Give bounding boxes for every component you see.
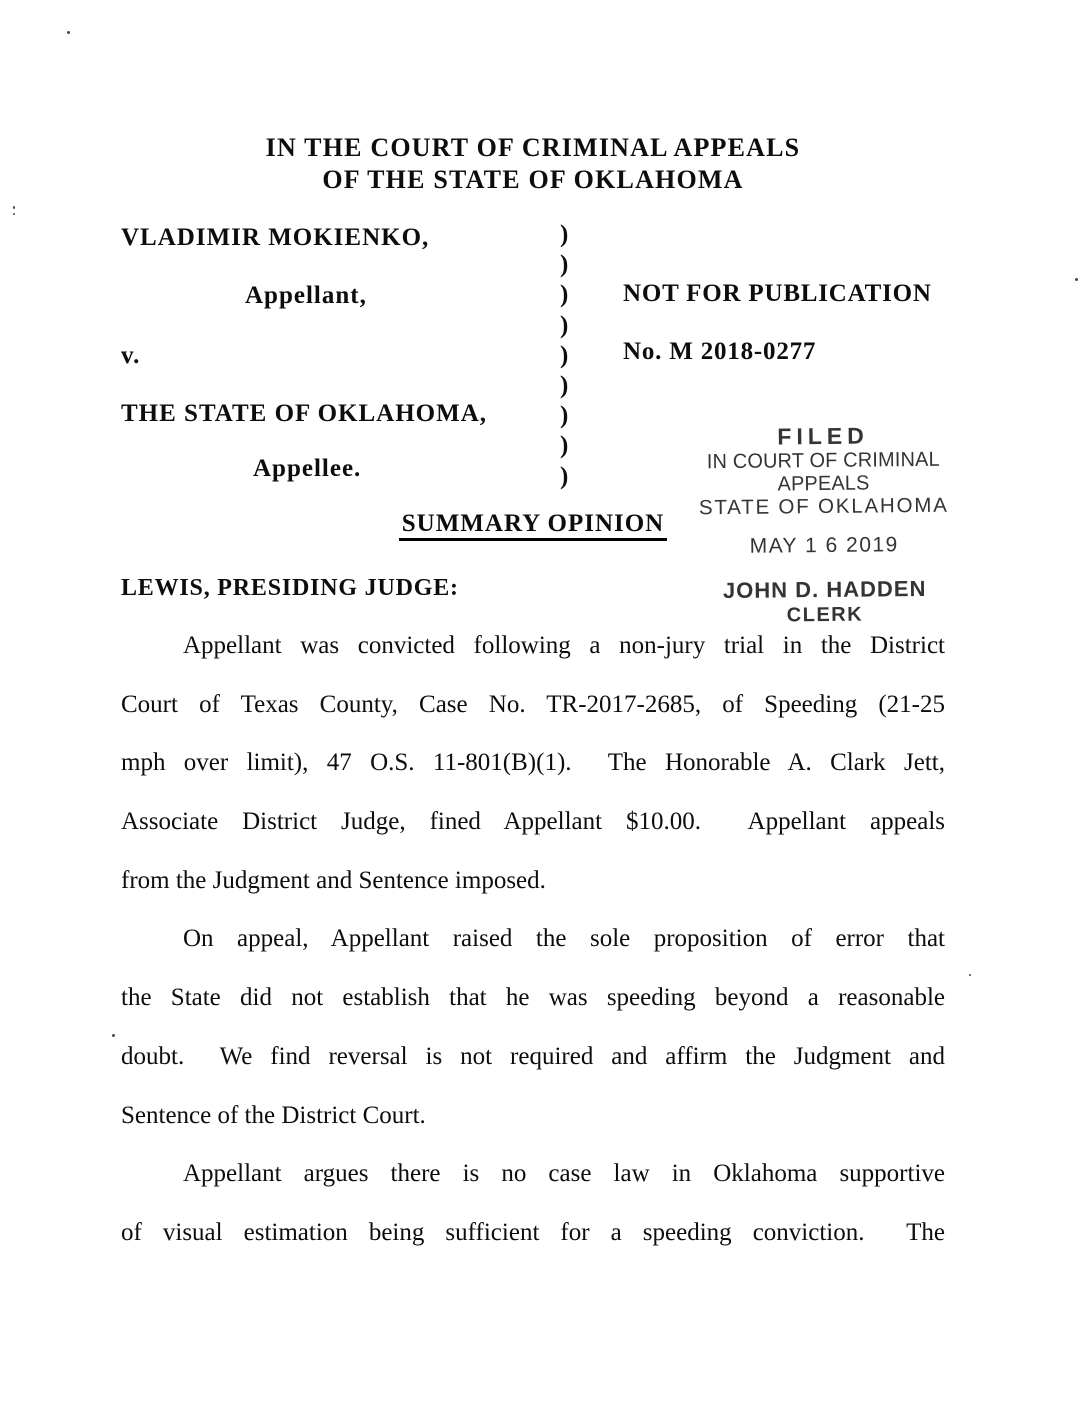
appellant-role: Appellant,: [245, 282, 367, 309]
caption-paren: ): [560, 372, 569, 400]
opinion-body: [121, 617, 945, 1263]
body-line: from the Judgment and Sentence imposed.: [121, 866, 546, 894]
stamp-court-line: IN COURT OF CRIMINAL APPEALS: [706, 447, 940, 496]
stamp-clerk-name: JOHN D. HADDEN: [722, 575, 927, 604]
court-header-line-2: OF THE STATE OF OKLAHOMA: [322, 165, 744, 194]
caption-paren: ): [560, 251, 569, 279]
body-line: Associate District Judge, fined Appellant $10.00. Appellant appeals: [121, 808, 945, 836]
caption-separator-column: [560, 220, 568, 492]
body-line: mph over limit), 47 O.S. 11-801(B)(1). The Honorable A. Clark Jett,: [121, 749, 945, 777]
body-line: of visual estimation being sufficient for a speeding conviction. The: [121, 1218, 945, 1246]
not-for-publication-label: NOT FOR PUBLICATION: [623, 280, 932, 307]
caption-paren: ): [560, 281, 569, 309]
appellee-name: THE STATE OF OKLAHOMA,: [121, 400, 488, 427]
body-line: On appeal, Appellant raised the sole proposition of error that: [183, 925, 945, 953]
scan-speck: [112, 1034, 115, 1037]
body-line: Sentence of the District Court.: [121, 1101, 426, 1129]
presiding-judge-line: LEWIS, PRESIDING JUDGE:: [121, 575, 459, 601]
caption-paren: ): [560, 311, 569, 339]
scan-speck: [969, 974, 971, 976]
scan-speck: [1075, 278, 1078, 281]
caption-paren: ): [560, 432, 569, 460]
stamp-state-line: STATE OF OKLAHOMA: [698, 493, 949, 520]
appellant-name: VLADIMIR MOKIENKO,: [121, 224, 430, 251]
scan-speck: [67, 31, 70, 34]
body-line: Appellant argues there is no case law in Oklahoma supportive: [183, 1160, 945, 1188]
stamp-filed-label: FILED: [777, 422, 869, 450]
court-header: [0, 132, 1066, 196]
body-line: Appellant was convicted following a non-jury trial in the District: [183, 632, 945, 659]
caption-paren: ): [560, 221, 569, 248]
caption-paren: ): [560, 402, 569, 430]
appellee-role: Appellee.: [253, 455, 362, 482]
body-line: doubt. We find reversal is not required and affirm the Judgment and: [121, 1042, 945, 1070]
caption-paren: ): [560, 341, 569, 369]
opinion-title: SUMMARY OPINION: [399, 510, 668, 541]
scan-speck: [13, 213, 15, 215]
body-line: Court of Texas County, Case No. TR-2017-2685, of Speeding (21-25: [121, 690, 945, 718]
scan-speck: [13, 206, 15, 209]
opinion-title-wrap: [0, 510, 1066, 538]
body-line: the State did not establish that he was speeding beyond a reasonable: [121, 984, 945, 1012]
stamp-file-date: MAY 1 6 2019: [749, 533, 899, 558]
stamp-clerk-title: CLERK: [786, 603, 864, 627]
versus-label: v.: [121, 342, 141, 369]
caption-paren: ): [560, 462, 569, 490]
case-number: No. M 2018-0277: [623, 338, 817, 365]
court-header-line-1: IN THE COURT OF CRIMINAL APPEALS: [265, 133, 801, 162]
